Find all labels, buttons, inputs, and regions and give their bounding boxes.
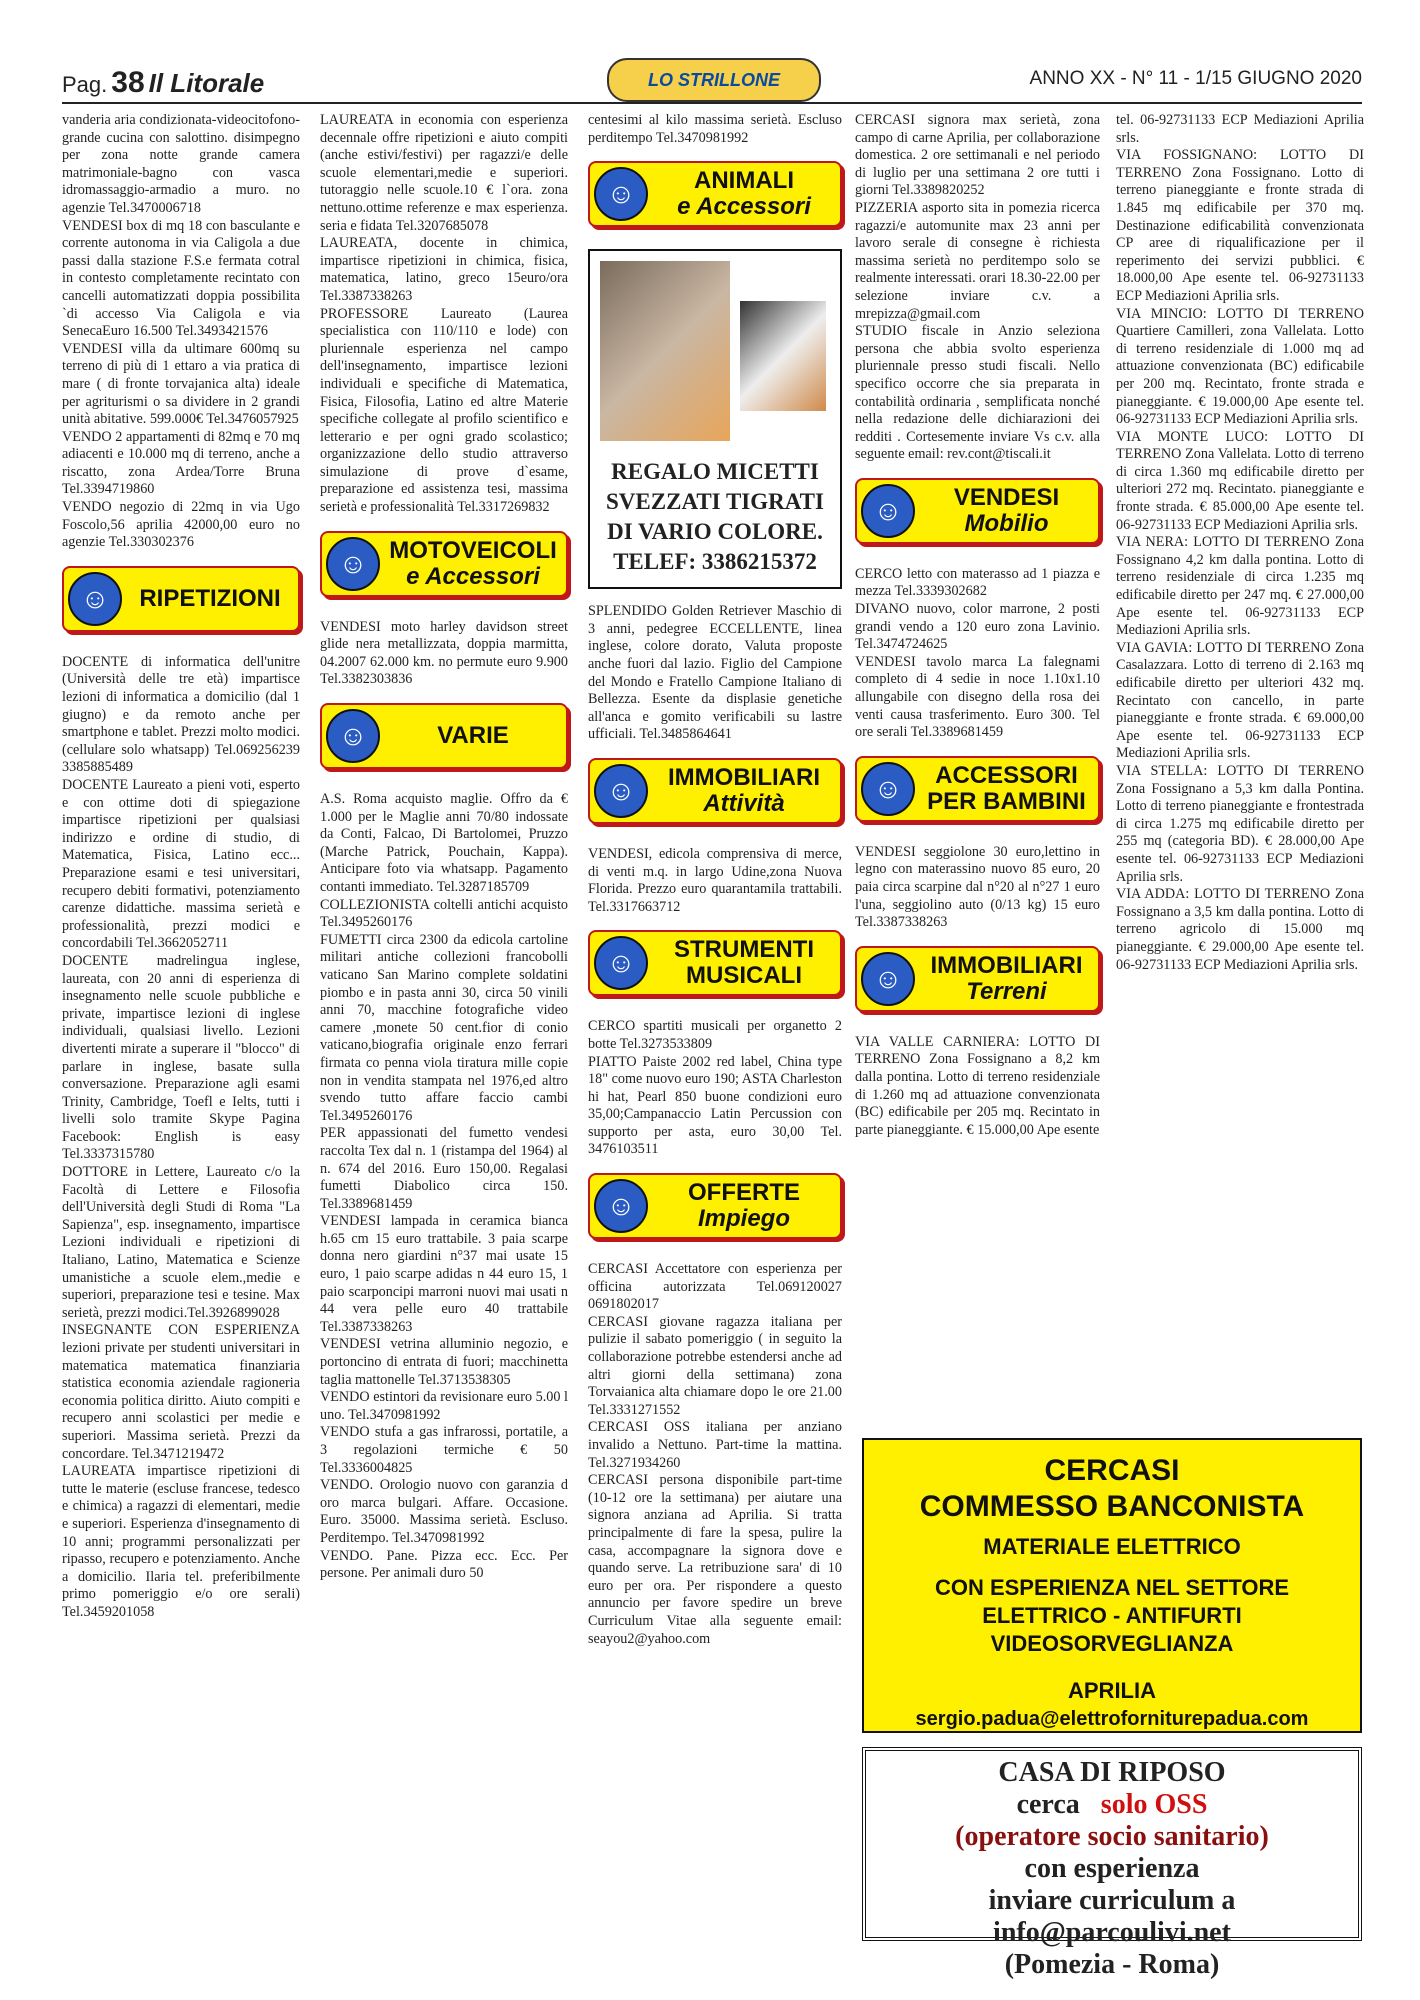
classified-ad: VIA FOSSIGNANO: LOTTO DI TERRENO Zona Fossignano. Lotto di terreno pianeggiante e fronte strada di 1.845 mq edificabile per 370 mq. Destinazione edificabilità convenzionata CP aree di riqualificazione per il reperimento dei servizi pubblici. € 18.000,00 Ape esente tel. 06-92731133 ECP Mediazioni Aprilia srls.	[1116, 147, 1364, 304]
newsboy-mascot-icon: ☺	[861, 762, 915, 816]
classified-ad: DOCENTE madrelingua inglese, laureata, con 20 anni di esperienza di insegnamento nelle scuole pubbliche e private, impartisce lezioni di inglese individuali, qualsiasi livello. Lezioni divertenti mirate a superare il "blocco" di parlare in inglese, basate sulla conversazione. Preparazione agli esami Trinity, Cambridge, Toefl e Ielts, tutti i livelli solo tramite Skype Pagina Facebook: English is easy Tel.3337315780	[62, 952, 300, 1163]
kittens-photo	[600, 261, 730, 441]
classified-ad: LAUREATA impartisce ripetizioni di tutte le materie (escluse francese, tedesco e chimica) a ragazzi di elementari, medie e superiori. Esperienza d'insegnamento di 10 anni; programmi personalizzati per ripasso, recupero e potenziamento. Anche a domicilio. Ilaria tel. preferibilmente primo pomeriggio e/o ore serali) Tel.3459201058	[62, 1463, 300, 1620]
classified-ad: VENDO stufa a gas infrarossi, portatile, a 3 regolazioni termiche € 50 Tel.3336004825	[320, 1424, 568, 1476]
classified-ad: VENDO 2 appartamenti di 82mq e 70 mq adiacenti e 10.000 mq di terreno, anche a riscatto, zona Ardea/Torre Bruna Tel.3394719860	[62, 428, 300, 498]
banner-title: VENDESI	[953, 483, 1060, 511]
banner-title: RIPETIZIONI	[139, 584, 281, 612]
classified-ad: CERCASI persona disponibile part-time (10-12 ore la settimana) per aiutare una signora anziana ad Aprilia. Si tratta principalmente di fare la spesa, pulire la casa, accompagnare la signora dove e quando serve. La retribuzione sara' di 10 euro per ora. Per rispondere a questo annuncio per favore spedire un breve Curriculum Vitae alla seguente email: seayou2@yahoo.com	[588, 1472, 842, 1647]
classified-ad: VIA NERA: LOTTO DI TERRENO Zona Fossignano 4,2 km dalla pontina. Lotto di terreno residenziale di circa 1.235 mq edificabile diretto per 247 mq. € 27.000,00 Ape esente tel. 06-92731133 ECP Mediazioni Aprilia srls.	[1116, 534, 1364, 639]
lo-strillone-logo: LO STRILLONE	[607, 58, 821, 102]
banner-title: MOTOVEICOLI	[389, 536, 557, 564]
classified-ad: VENDESI seggiolone 30 euro,lettino in legno con materassino nuovo 85 euro, 20 paia circa scarpine dal n°20 al n°27 1 euro l'una, seggiolino auto (0/13 kg) 15 euro Tel.3387338263	[855, 843, 1100, 931]
classified-ad: CERCASI giovane ragazza italiana per pulizie il sabato pomeriggio ( in seguito la collaborazione potrebbe estendersi anche ad altri giorni della settimana) zona Torvaianica alta chiamare dopo le ore 21.00 Tel.3331271552	[588, 1313, 842, 1418]
classified-ad: A.S. Roma acquisto maglie. Offro da € 1.000 per le Maglie anni 70/80 indossate da Conti, Falcao, Di Bartolomei, Pruzzo (Marche Patrick, Pouchain, Kappa). Anticipare foto via whatsapp. Pagamento contanti immediato. Tel.3287185709	[320, 791, 568, 895]
banner-subtitle: Attività	[703, 789, 785, 817]
column-4	[855, 112, 1100, 1139]
classified-ad: VENDESI moto harley davidson street glide nera metallizzata, doppia marmitta, 04.2007 62.000 km. no permute euro 9.900 Tel.3382303836	[320, 618, 568, 688]
classified-ad: DOCENTE Laureato a pieni voti, esperto e con ottime doti di spiegazione impartisce ripetizioni per qualsiasi indirizzo e ordine di studio, di Matematica, Fisica, Latino ecc... Preparazione esami e tesi universitari, recupero debiti formativi, potenziamento carenze didattiche. massima serietà e professionalità, prezzi modici e concordabili Tel.3662052711	[62, 777, 300, 952]
caption-line: TELEF: 3386215372	[613, 549, 817, 575]
classified-ad: PER appassionati del fumetto vendesi raccolta Tex dal n. 1 (ristampa del 1964) al n. 674 del 2016. Euro 150,00. Regalasi fumetti Diabolico circa 150. Tel.3389681459	[320, 1125, 568, 1212]
banner-title: VARIE	[437, 722, 509, 750]
classified-ad: centesimi al kilo massima serietà. Escluso perditempo Tel.3470981992	[588, 112, 842, 146]
newsboy-mascot-icon: ☺	[68, 572, 122, 626]
ad-text-line: CON ESPERIENZA NEL SETTORE	[934, 1575, 1290, 1600]
classified-ad: VENDO negozio di 22mq in via Ugo Foscolo,56 aprilia 42000,00 euro no agenzie Tel.330302376	[62, 499, 300, 551]
classified-ad: CERCO letto con materasso ad 1 piazza e mezza Tel.3339302682	[855, 565, 1100, 600]
section-banner-varie	[320, 703, 568, 769]
classified-ad: VENDESI lampada in ceramica bianca h.65 cm 15 euro trattabile. 3 paia scarpe donna nero giardini n°37 mai usate 15 euro, 1 paio scarpe adidas n 44 euro 15, 1 paio scarponcipi marroni nuovi mai usati n 44 vera pelle euro 40 trattabile Tel.3387338263	[320, 1213, 568, 1335]
ad-text: inviare curriculum a	[988, 1885, 1236, 1916]
classified-ad: PIZZERIA asporto sita in pomezia ricerca ragazzi/e automunite max 23 anni per lavoro serale di consegne è richiesta massima serietà no perditempo solo se realmente interessati. orari 18.30-22.00 per selezione inviare c.v. a mrepizza@gmail.com	[855, 199, 1100, 322]
newsboy-mascot-icon: ☺	[594, 936, 648, 990]
classified-ad: tel. 06-92731133 ECP Mediazioni Aprilia srls.	[1116, 112, 1364, 146]
newsboy-mascot-icon: ☺	[326, 537, 380, 591]
classified-ad: CERCASI OSS italiana per anziano invalido a Nettuno. Part-time la mattina. Tel.3271934260	[588, 1419, 842, 1471]
ad-location: (Pomezia - Roma)	[1004, 1949, 1220, 1980]
classified-ad: VENDESI vetrina alluminio negozio, e portoncino di entrata di fuori; macchinetta taglia mattonelle Tel.3713538305	[320, 1336, 568, 1388]
banner-subtitle: PER BAMBINI	[927, 787, 1086, 815]
ad-text-highlight: solo OSS	[1100, 1789, 1208, 1820]
classified-ad: VENDESI tavolo marca La falegnami completo di 4 sedie in noce 1.10x1.10 allungabile con disegno della rosa dei venti causa trasferimento. Euro 300. Tel ore serali Tel.3389681459	[855, 653, 1100, 741]
classified-ad: vanderia aria condizionata-videocitofono- grande cucina con salottino. disimpegno per zona notte grande camera matrimoniale-bagno con vasca idromassaggio-armadio a muro. no agenzie Tel.3470006718	[62, 112, 300, 216]
ad-text-line: VIDEOSORVEGLIANZA	[990, 1631, 1234, 1656]
classified-ad: VENDO estintori da revisionare euro 5.00 l uno. Tel.3470981992	[320, 1389, 568, 1423]
banner-title: ACCESSORI	[935, 761, 1078, 789]
classified-ad: VIA GAVIA: LOTTO DI TERRENO Zona Casalazzara. Lotto di terreno di 2.163 mq edificabile diretto per ulteriori 432 mq. Recintato con cancello, in parte pianeggiante e fronte strada. € 69.000,00 Ape esente tel. 06-92731133 ECP Mediazioni Aprilia srls.	[1116, 639, 1364, 762]
ad-email: sergio.padua@elettroforniturepadua.com	[915, 1708, 1309, 1730]
classified-ad: VIA STELLA: LOTTO DI TERRENO Zona Fossignano a 5,3 km dalla Pontina. Lotto di terreno pianeggiante e frontestrada di circa 1.275 mq edificabile diretto per 255 mq (categoria BD). € 28.000,00 Ape esente tel. 06-92731133 ECP Mediazioni Aprilia srls.	[1116, 762, 1364, 885]
ad-casa-di-riposo	[862, 1747, 1362, 1980]
banner-subtitle: Impiego	[697, 1205, 790, 1233]
ad-headline: COMMESSO BANCONISTA	[919, 1490, 1305, 1523]
ad-text: (operatore socio sanitario)	[955, 1821, 1269, 1852]
classified-ad: PROFESSORE Laureato (Laurea specialistica con 110/110 e lode) con pluriennale esperienza nel campo dell'insegnamento, impartisce lezioni individuali e specifiche di Matematica, Fisica, Filosofia, Latino ed altre Materie specifiche collegate al profilo scientifico e letterario e per ogni grado scolastico; organizzazione dello studio attraverso simulazione di prove d`esame, preparazione ed assistenza tesi, massima serietà e professionalità Tel.3317269832	[320, 305, 568, 516]
classified-ad: LAUREATA, docente in chimica, impartisce ripetizioni in chimica, fisica, matematica, latino, greco 15euro/ora Tel.3387338263	[320, 235, 568, 304]
banner-subtitle: e Accessori	[677, 193, 811, 221]
ad-text: MATERIALE ELETTRICO	[983, 1534, 1241, 1559]
caption-line: DI VARIO COLORE.	[607, 519, 823, 545]
ad-cercasi-commesso	[862, 1438, 1362, 1733]
photo-caption	[600, 457, 830, 577]
classified-ad: VIA VALLE CARNIERA: LOTTO DI TERRENO Zona Fossignano a 8,2 km dalla pontina. Lotto di terreno residenziale di 1.260 mq ad attuazione convenzionata (BC) edificabile per 205 mq. Recintato in parte pianeggiante. € 15.000,00 Ape esente	[855, 1033, 1100, 1138]
classified-ad: DOCENTE di informatica dell'unitre (Università delle tre età) impartisce lezioni di informatica a domicilio (dal 1 giugno) e da remoto anche per smartphone e tablet. Prezzi molto modici. (cellulare solo whatsapp) Tel.069256239 3385885489	[62, 653, 300, 776]
banner-title: IMMOBILIARI	[930, 951, 1083, 979]
classified-ad: CERCASI Accettatore con esperienza per officina autorizzata Tel.069120027 0691802017	[588, 1261, 842, 1313]
classified-ad: DIVANO nuovo, color marrone, 2 posti grandi vendo a 120 euro zona Lavinio. Tel.3474724625	[855, 601, 1100, 653]
classified-ad: FUMETTI circa 2300 da edicola cartoline militari antiche collezioni francobolli vaticano San Marino complete soldatini piombo e in pasta anni 30, circa 50 vinili anni 70, macchine fotografiche video camere ,monete 50 cent.fior di conio vaticano,biografia originale enzo ferrari firmata co penna viola tiratura mille copie non in vendita stampata nel 1976,ed altro svendo tutto affare faccio cambi Tel.3495260176	[320, 931, 568, 1124]
banner-subtitle: e Accessori	[406, 562, 540, 590]
classified-ad: VIA ADDA: LOTTO DI TERRENO Zona Fossignano a 3,5 km dalla pontina. Lotto di terreno agricolo di 15.000 mq pianeggiante. € 29.000,00 Ape esente tel. 06-92731133 ECP Mediazioni Aprilia srls.	[1116, 886, 1364, 973]
pag-label: Pag.	[62, 72, 108, 97]
banner-title: ANIMALI	[694, 167, 794, 195]
classified-ad: PIATTO Paiste 2002 red label, China type 18" come nuovo euro 190; ASTA Charleston hi hat, Pearl 850 buone condizioni euro 35,00;Campanaccio Latin Percussion con supporto per asta, euro 30,00 Tel. 3476103511	[588, 1053, 842, 1158]
caption-line: REGALO MICETTI	[611, 459, 819, 485]
banner-title: STRUMENTI	[674, 936, 814, 964]
caption-line: SVEZZATI TIGRATI	[606, 489, 824, 515]
ad-text-part: cerca	[1016, 1789, 1080, 1820]
paper-name: Il Litorale	[148, 68, 265, 98]
page-number-block	[62, 66, 264, 100]
newsboy-mascot-icon: ☺	[594, 167, 648, 221]
classified-ad: VENDO. Orologio nuovo con garanzia d oro marca bulgari. Affare. Occasione. Euro. 35000. Massima serietà. Escluso. Perditempo. Tel.3470981992	[320, 1477, 568, 1546]
ad-location: APRILIA	[1068, 1678, 1156, 1703]
kittens-photos	[600, 261, 830, 451]
ad-headline: CERCASI	[1044, 1454, 1180, 1487]
classified-ad: VIA MONTE LUCO: LOTTO DI TERRENO Zona Vallelata. Lotto di terreno di circa 1.360 mq edificabile diretto per ulteriori 272 mq. Recintato. pianeggiante e fronte strada. € 85.000,00 Ape esente tel. 06-92731133 ECP Mediazioni Aprilia srls.	[1116, 428, 1364, 533]
classified-ad: COLLEZIONISTA coltelli antichi acquisto Tel.3495260176	[320, 896, 568, 931]
section-banner-strumenti-musicali	[588, 930, 842, 996]
banner-title: IMMOBILIARI	[668, 763, 820, 791]
classified-ad: VIA MINCIO: LOTTO DI TERRENO Quartiere Camilleri, zona Vallelata. Lotto di terreno residenziale di 1.000 mq ad attuazione convenzionata (BC) edificabile per 200 mq. Recintato, fronte strada e pianeggiante. € 19.000,00 Ape esente tel. 06-92731133 ECP Mediazioni Aprilia srls.	[1116, 305, 1364, 428]
newsboy-mascot-icon: ☺	[861, 484, 915, 538]
section-banner-ripetizioni	[62, 566, 300, 632]
section-banner-immobiliari-attivita	[588, 758, 842, 824]
banner-title: OFFERTE	[688, 1179, 800, 1207]
classified-ad: INSEGNANTE CON ESPERIENZA lezioni private per studenti universitari in matematica matematica finanziaria statistica economia aziendale ragioneria economia politica diritto. Aiuto compiti e recupero anni scolastici per medie e superiori. Massima serietà. Prezzi da concordare. Tel.3471219472	[62, 1322, 300, 1462]
banner-subtitle: Terreni	[966, 977, 1047, 1005]
ad-text: con esperienza	[1024, 1853, 1200, 1884]
section-banner-accessori-bambini	[855, 756, 1100, 822]
section-banner-offerte-impiego	[588, 1173, 842, 1239]
classified-ad: LAUREATA in economia con esperienza decennale offre ripetizioni e aiuto compiti (anche estivi/festivi) per ragazzi/e delle scuole elementari,medie e superiori. tutoraggio nelle scuole.10 € l`ora. zona nettuno.ottime referenze e max esperienza. seria e fidata Tel.3207685078	[320, 112, 568, 234]
classified-ad: SPLENDIDO Golden Retriever Maschio di 3 anni, pedegree ECCELLENTE, linea inglese, colore dorato, Valuta proposte anche fuori dal lazio. Figlio del Campione del Mondo e Fratello Campione Italiano di Bellezza. Esente da displasie genetiche all'anca e gomito verificabili su lastre ufficiali. Tel.3485864641	[588, 603, 842, 743]
banner-subtitle: Mobilio	[964, 509, 1049, 537]
ad-email: info@parcoulivi.net	[993, 1917, 1231, 1948]
issue-info: ANNO XX - N° 11 - 1/15 GIUGNO 2020	[1029, 68, 1362, 89]
newsboy-mascot-icon: ☺	[326, 709, 380, 763]
ad-text-line: ELETTRICO - ANTIFURTI	[982, 1603, 1242, 1628]
classified-ad: DOTTORE in Lettere, Laureato c/o la Facoltà di Lettere e Filosofia dell'Università degli Studi di Roma "La Sapienza", esp. insegnamento, impartisce Lezioni individuali e ripetizioni di Italiano, Latino, Matematica e Scienze umanistiche a scuole elem.,medie e superiori, preparazione tesi e tesine. Max serietà, prezzi modici.Tel.3926899028	[62, 1164, 300, 1321]
classified-ad: VENDESI box di mq 18 con basculante e corrente autonoma in via Caligola a due passi dalla stazione F.S.e fermata cotral in contesto completamente recintato con cancelli automatizzati doppia possibilita `di accesso Via Caligola e via SenecaEuro 16.500 Tel.3493421576	[62, 217, 300, 340]
section-banner-immobiliari-terreni	[855, 946, 1100, 1012]
column-2	[320, 112, 568, 1583]
newsboy-mascot-icon: ☺	[861, 952, 915, 1006]
classified-ad: VENDESI, edicola comprensiva di merce, di venti m.q. in largo Udine,zona Nuova Florida. Prezzo euro quarantamila trattabili. Tel.3317663712	[588, 845, 842, 915]
classified-ad: STUDIO fiscale in Anzio seleziona persona che abbia svolto esperienza pluriennale presso studi fiscali. Nello specifico occorre che sia preparata in contabilità ordinaria , semplificata nonché nella redazione delle dichiarazioni dei redditi . Cortesemente inviare Vs c.v. alla seguente email: rev.cont@tiscali.it	[855, 323, 1100, 463]
header-rule	[62, 102, 1362, 104]
section-banner-motoveicoli	[320, 531, 568, 597]
banner-subtitle: MUSICALI	[686, 962, 802, 990]
section-banner-vendesi-mobilio	[855, 478, 1100, 544]
column-1	[62, 112, 300, 1622]
page-header	[62, 62, 1362, 98]
page-number: 38	[111, 66, 145, 99]
classified-ad: CERCO spartiti musicali per organetto 2 botte Tel.3273533809	[588, 1018, 842, 1052]
classified-ad: CERCASI signora max serietà, zona campo di carne Aprilia, per collaborazione domestica. 2 ore settimanali e nel periodo di luglio per una settimana 2 ore tutti i giorni Tel.3389820252	[855, 112, 1100, 199]
ad-text	[864, 1574, 1360, 1658]
ad-text	[866, 1789, 1358, 1821]
classified-ad: VENDO. Pane. Pizza ecc. Ecc. Per persone. Per animali duro 50	[320, 1547, 568, 1582]
kittens-photo	[740, 301, 826, 411]
section-banner-animali	[588, 161, 842, 227]
ad-headline: CASA DI RIPOSO	[998, 1757, 1226, 1788]
newsboy-mascot-icon: ☺	[594, 764, 648, 818]
kittens-photo-ad	[588, 249, 842, 589]
column-5	[1116, 112, 1364, 974]
newsboy-mascot-icon: ☺	[594, 1179, 648, 1233]
column-3	[588, 112, 842, 1648]
classified-ad: VENDESI villa da ultimare 600mq su terreno di più di 1 ettaro a via pratica di mare ( di fronte torvajanica alta) ideale per agriturismi o sa dividere in 2 grandi unità abitative. 599.000€ Tel.3476057925	[62, 340, 300, 428]
